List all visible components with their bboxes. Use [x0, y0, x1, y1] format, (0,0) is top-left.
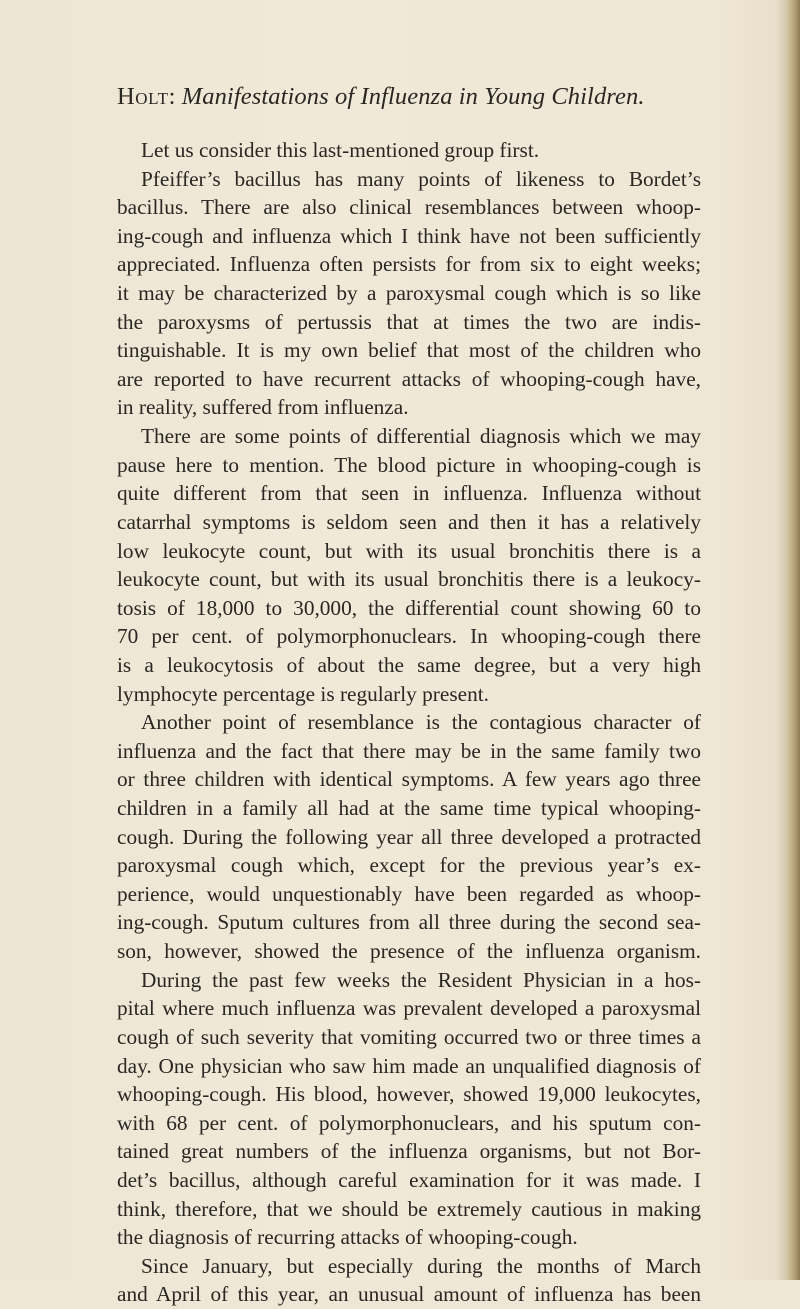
text-line: pital where much influenza was prevalent developed a paroxysmal: [117, 996, 701, 1021]
text-line: or three children with identical symptoms. A few years ago three: [117, 767, 701, 792]
text-line: ing-cough and influenza which I think have not been sufficiently: [117, 223, 701, 248]
text-line: det’s bacillus, although careful examination for it was made. I: [117, 1167, 701, 1192]
text-line: the diagnosis of recurring attacks of whooping-cough.: [117, 1225, 578, 1250]
text-line: day. One physician who saw him made an unqualified diagnosis of: [117, 1053, 701, 1078]
text-line: the paroxysms of pertussis that at times the two are indis-: [117, 309, 701, 334]
text-line: cough of such severity that vomiting occurred two or three times a: [117, 1024, 701, 1049]
text-line: in reality, suffered from influenza.: [117, 395, 409, 420]
text-line: paroxysmal cough which, except for the previous year’s ex-: [117, 853, 701, 878]
text-line: whooping-cough. His blood, however, showed 19,000 leukocytes,: [117, 1082, 701, 1107]
text-line: it may be characterized by a paroxysmal cough which is so like: [117, 281, 701, 306]
running-head-title: Manifestations of Influenza in Young Children.: [181, 83, 645, 110]
text-line: tinguishable. It is my own belief that most of the children who: [117, 338, 701, 363]
body-text: [117, 136, 701, 1309]
text-line: cough. During the following year all three developed a protracted: [117, 824, 701, 849]
page-gutter-shadow: [776, 0, 786, 1280]
text-line: 70 per cent. of polymorphonuclears. In whooping-cough there: [117, 624, 701, 649]
text-line: son, however, showed the presence of the influenza organism.: [117, 939, 701, 964]
text-line: Let us consider this last-mentioned group first.: [141, 138, 540, 162]
text-line: quite different from that seen in influenza. Influenza without: [117, 481, 701, 506]
text-line: leukocyte count, but with its usual bronchitis there is a leukocy-: [117, 567, 701, 592]
text-line: ing-cough. Sputum cultures from all three during the second sea-: [117, 910, 701, 935]
text-line: catarrhal symptoms is seldom seen and then it has a relatively: [117, 509, 701, 534]
text-line: influenza and the fact that there may be in the same family two: [117, 738, 701, 763]
text-line: Another point of resemblance is the contagious character of: [141, 710, 701, 735]
text-line: bacillus. There are also clinical resemblances between whoop-: [117, 195, 701, 220]
text-line: are reported to have recurrent attacks of whooping-cough have,: [117, 366, 701, 391]
text-line: is a leukocytosis of about the same degree, but a very high: [117, 652, 701, 677]
running-head-separator: :: [168, 83, 182, 110]
running-head: [117, 82, 717, 112]
text-line: think, therefore, that we should be extremely cautious in making: [117, 1196, 701, 1221]
text-line: appreciated. Influenza often persists for from six to eight weeks;: [117, 252, 701, 277]
text-line: tosis of 18,000 to 30,000, the differential count showing 60 to: [117, 595, 701, 620]
text-line: During the past few weeks the Resident Physician in a hos-: [141, 967, 701, 992]
text-line: There are some points of differential diagnosis which we may: [141, 424, 701, 449]
text-line: pause here to mention. The blood picture in whooping-cough is: [117, 452, 701, 477]
page-edge: [786, 0, 800, 1280]
text-line: low leukocyte count, but with its usual bronchitis there is a: [117, 538, 701, 563]
text-line: perience, would unquestionably have been regarded as whoop-: [117, 881, 701, 906]
text-line: Since January, but especially during the months of March: [141, 1253, 701, 1278]
text-line: children in a family all had at the same time typical whooping-: [117, 796, 701, 821]
running-head-author: Holt: [117, 83, 169, 110]
text-line: lymphocyte percentage is regularly present.: [117, 681, 489, 706]
text-line: Pfeiffer’s bacillus has many points of likeness to Bordet’s: [141, 166, 701, 191]
text-line: tained great numbers of the influenza organisms, but not Bor-: [117, 1139, 701, 1164]
text-line: and April of this year, an unusual amount of influenza has been: [117, 1282, 701, 1307]
text-line: with 68 per cent. of polymorphonuclears, and his sputum con-: [117, 1110, 701, 1135]
